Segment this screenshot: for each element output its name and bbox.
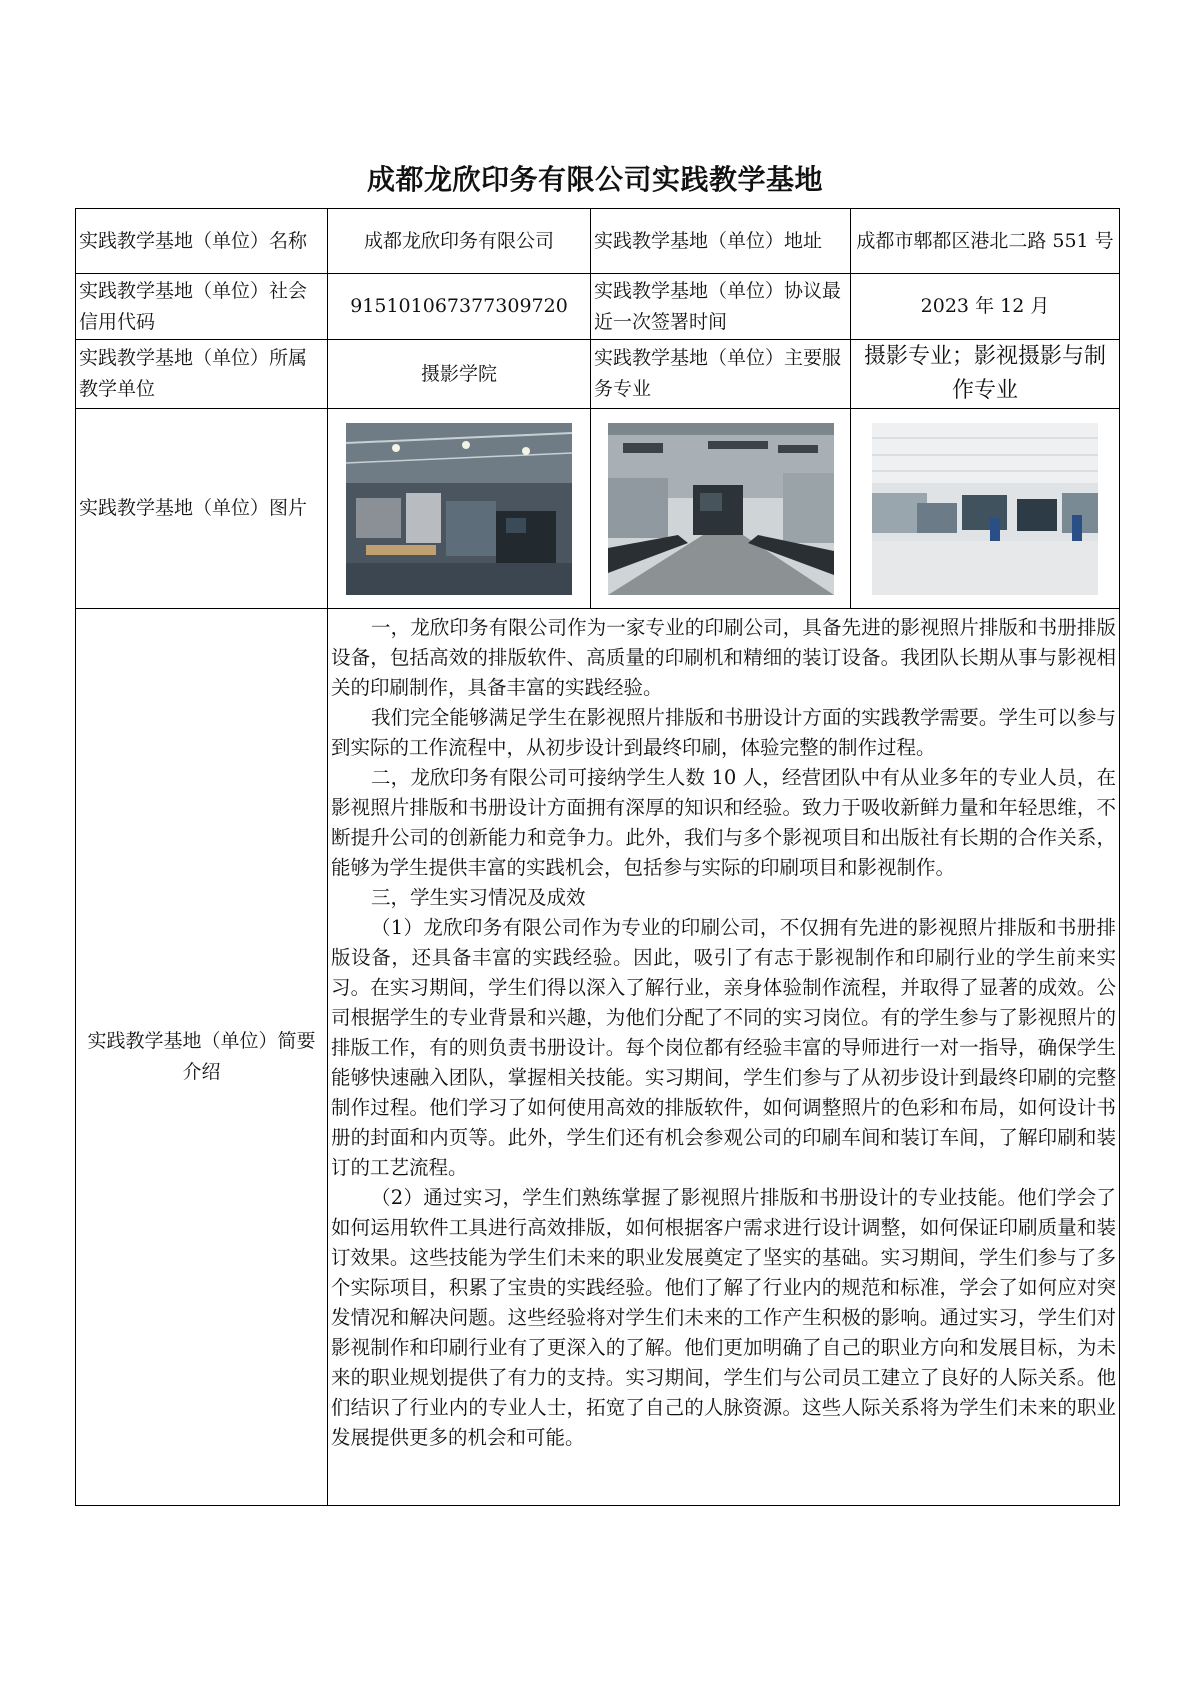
intro-paragraph: 一，龙欣印务有限公司作为一家专业的印刷公司，具备先进的影视照片排版和书册排版设备，包括高效的排版软件、高质量的印刷机和精细的装订设备。我团队长期从事与影视相关的印刷制作，具备丰富的实践经验。 (331, 616, 1116, 699)
address-label: 实践教学基地（单位）地址 (591, 209, 851, 274)
address-value: 成都市郫都区港北二路 551 号 (851, 209, 1120, 274)
photos-label: 实践教学基地（单位）图片 (76, 409, 328, 609)
dept-value: 摄影学院 (328, 340, 591, 409)
table-row (76, 409, 1120, 609)
table-row (76, 274, 1120, 340)
credit-value: 915101067377309720 (328, 274, 591, 340)
name-value: 成都龙欣印务有限公司 (328, 209, 591, 274)
major-value: 摄影专业；影视摄影与制作专业 (851, 340, 1120, 409)
intro-content (328, 609, 1120, 1506)
intro-paragraph: 二，龙欣印务有限公司可接纳学生人数 10 人，经营团队中有从业多年的专业人员，在影视照片排版和书册设计方面拥有深厚的知识和经验。致力于吸收新鲜力量和年轻思维，不断提升公司的创新能力和竞争力。此外，我们与多个影视项目和出版社有长期的合作关系，能够为学生提供丰富的实践机会，包括参与实际的印刷项目和影视制作。 (331, 766, 1116, 879)
intro-paragraph: 三，学生实习情况及成效 (371, 886, 586, 909)
photo-cell (591, 409, 851, 609)
credit-label: 实践教学基地（单位）社会信用代码 (76, 274, 328, 340)
name-label: 实践教学基地（单位）名称 (76, 209, 328, 274)
page-title: 成都龙欣印务有限公司实践教学基地 (366, 163, 823, 196)
factory-photo-1 (346, 423, 572, 595)
intro-paragraph: 我们完全能够满足学生在影视照片排版和书册设计方面的实践教学需要。学生可以参与到实际的工作流程中，从初步设计到最终印刷，体验完整的制作过程。 (331, 706, 1116, 759)
table-row (76, 609, 1120, 1506)
major-label: 实践教学基地（单位）主要服务专业 (591, 340, 851, 409)
intro-paragraph: （1）龙欣印务有限公司作为专业的印刷公司，不仅拥有先进的影视照片排版和书册排版设备，还具备丰富的实践经验。因此，吸引了有志于影视制作和印刷行业的学生前来实习。在实习期间，学生们得以深入了解行业，亲身体验制作流程，并取得了显著的成效。公司根据学生的专业背景和兴趣，为他们分配了不同的实习岗位。有的学生参与了影视照片的排版工作，有的则负责书册设计。每个岗位都有经验丰富的导师进行一对一指导，确保学生能够快速融入团队，掌握相关技能。实习期间，学生们参与了从初步设计到最终印刷的完整制作过程。他们学习了如何使用高效的排版软件，如何调整照片的色彩和布局，如何设计书册的封面和内页等。此外，学生们还有机会参观公司的印刷车间和装订车间，了解印刷和装订的工艺流程。 (331, 916, 1116, 1179)
intro-paragraph: （2）通过实习，学生们熟练掌握了影视照片排版和书册设计的专业技能。他们学会了如何运用软件工具进行高效排版，如何根据客户需求进行设计调整，如何保证印刷质量和装订效果。这些技能为学生们未来的职业发展奠定了坚实的基础。实习期间，学生们参与了多个实际项目，积累了宝贵的实践经验。他们了解了行业内的规范和标准，学会了如何应对突发情况和解决问题。这些经验将对学生们未来的工作产生积极的影响。通过实习，学生们对影视制作和印刷行业有了更深入的了解。他们更加明确了自己的职业方向和发展目标，为未来的职业规划提供了有力的支持。实习期间，学生们与公司员工建立了良好的人际关系。他们结识了行业内的专业人士，拓宽了自己的人脉资源。这些人际关系将为学生们未来的职业发展提供更多的机会和可能。 (331, 1186, 1116, 1449)
dept-label: 实践教学基地（单位）所属教学单位 (76, 340, 328, 409)
factory-photo-2 (608, 423, 834, 595)
intro-label: 实践教学基地（单位）简要介绍 (76, 609, 328, 1506)
agreement-value: 2023 年 12 月 (851, 274, 1120, 340)
table-row (76, 209, 1120, 274)
table-row (76, 340, 1120, 409)
factory-photo-3 (872, 423, 1098, 595)
photo-cell (851, 409, 1120, 609)
info-table (75, 208, 1120, 1506)
photo-cell (328, 409, 591, 609)
agreement-label: 实践教学基地（单位）协议最近一次签署时间 (591, 274, 851, 340)
